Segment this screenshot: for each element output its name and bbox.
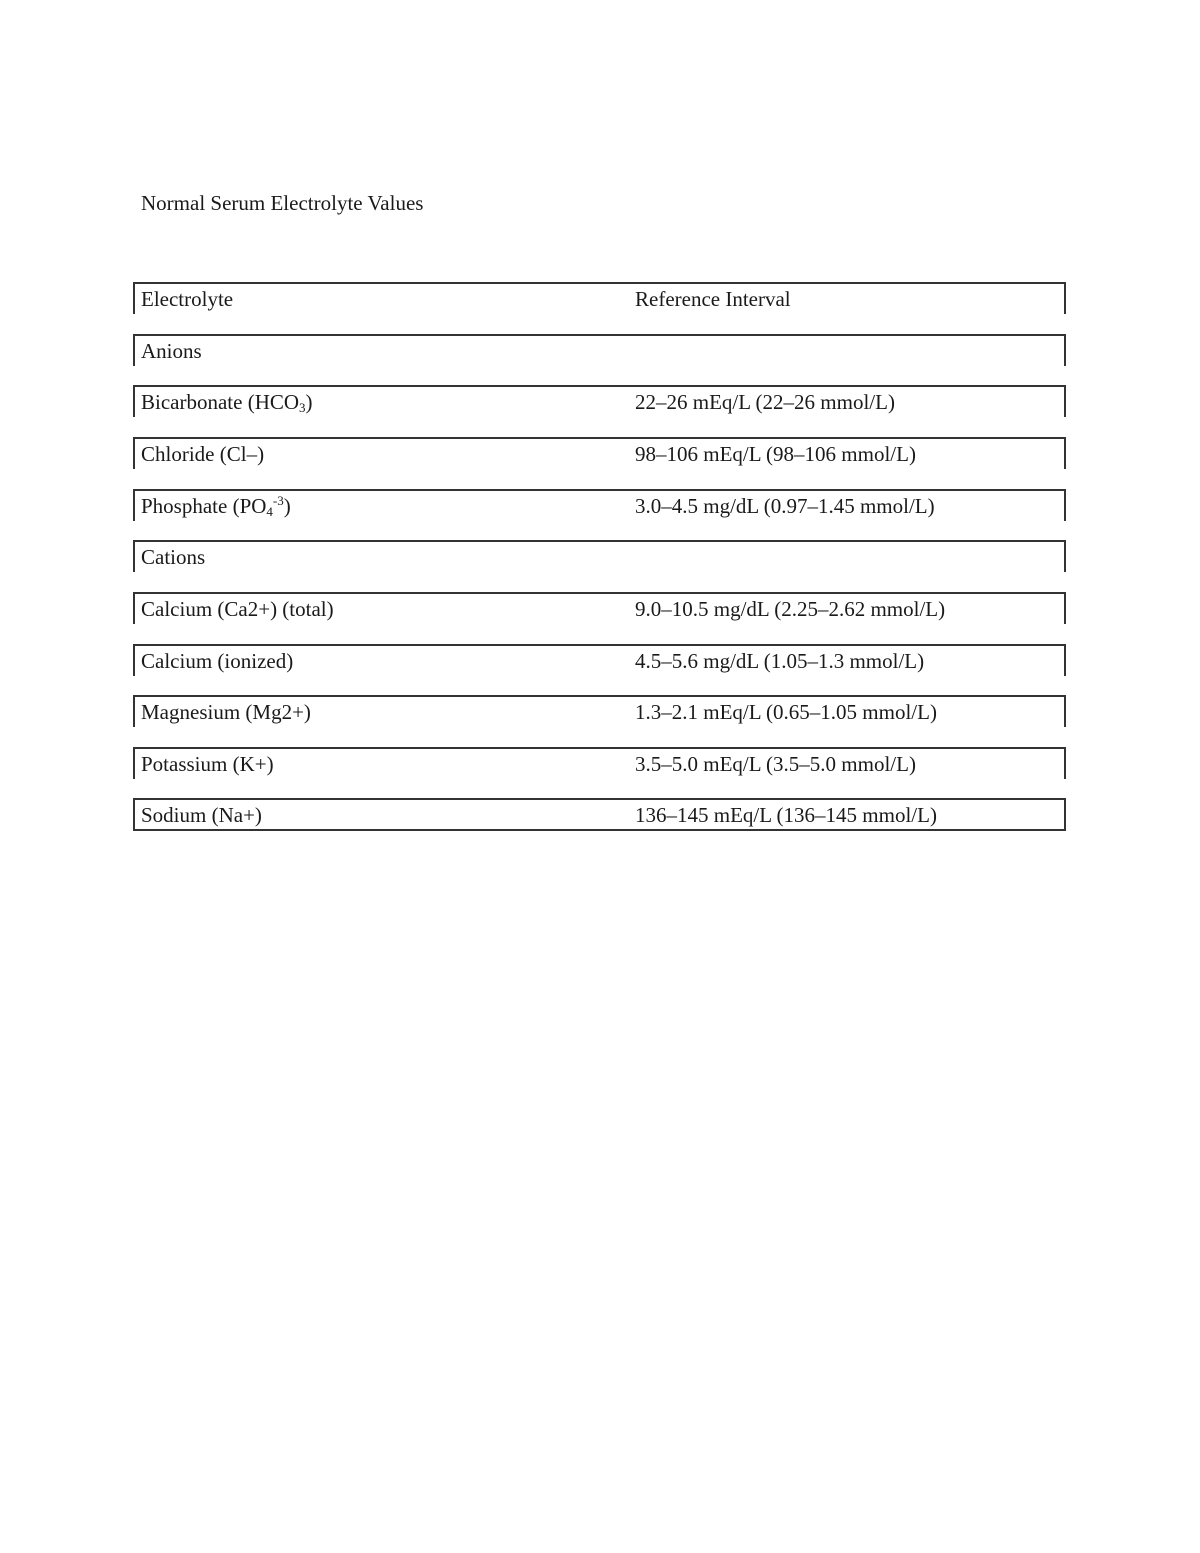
table-row — [133, 334, 1066, 366]
table-row — [133, 592, 1066, 624]
section-label-anions: Anions — [141, 339, 202, 363]
row-electrolyte: Bicarbonate $(HCO_3)$ — [141, 390, 313, 415]
header-reference-interval: Reference Interval — [635, 287, 791, 311]
table-row — [133, 747, 1066, 779]
row-electrolyte: Calcium (Ca2+) (total) — [141, 597, 334, 621]
section-label-cations: Cations — [141, 545, 206, 569]
row-electrolyte: Chloride (Cl–) — [141, 442, 265, 466]
table-row — [133, 540, 1066, 572]
table-row — [133, 489, 1066, 521]
row-value: 4.5–5.6 mg/dL (1.05–1.3 mmol/L) — [635, 649, 925, 673]
table-row — [133, 385, 1066, 417]
row-value: 1.3–2.1 mEq/L (0.65–1.05 mmol/L) — [635, 700, 937, 724]
table-row — [133, 644, 1066, 676]
row-value: 9.0–10.5 mg/dL (2.25–2.62 mmol/L) — [635, 597, 946, 621]
row-value: 22–26 mEq/L (22–26 mmol/L) — [635, 390, 895, 414]
table-row — [133, 798, 1066, 831]
table-row — [133, 437, 1066, 469]
table-header-row — [133, 282, 1066, 314]
document-title: Normal Serum Electrolyte Values — [141, 191, 424, 215]
row-electrolyte: Magnesium (Mg2+) — [141, 700, 311, 724]
row-value: 3.5–5.0 mEq/L (3.5–5.0 mmol/L) — [635, 752, 916, 776]
row-value: 98–106 mEq/L (98–106 mmol/L) — [635, 442, 916, 466]
table-row — [133, 695, 1066, 727]
row-electrolyte: Calcium (ionized) — [141, 649, 294, 673]
row-value: 3.0–4.5 mg/dL (0.97–1.45 mmol/L) — [635, 494, 935, 518]
row-electrolyte: Sodium (Na+) — [141, 803, 262, 827]
row-electrolyte: Potassium (K+) — [141, 752, 274, 776]
row-value: 136–145 mEq/L (136–145 mmol/L) — [635, 803, 937, 827]
row-electrolyte: Phosphate $(PO_4^{-3})$ — [141, 493, 291, 519]
header-electrolyte: Electrolyte — [141, 287, 234, 311]
